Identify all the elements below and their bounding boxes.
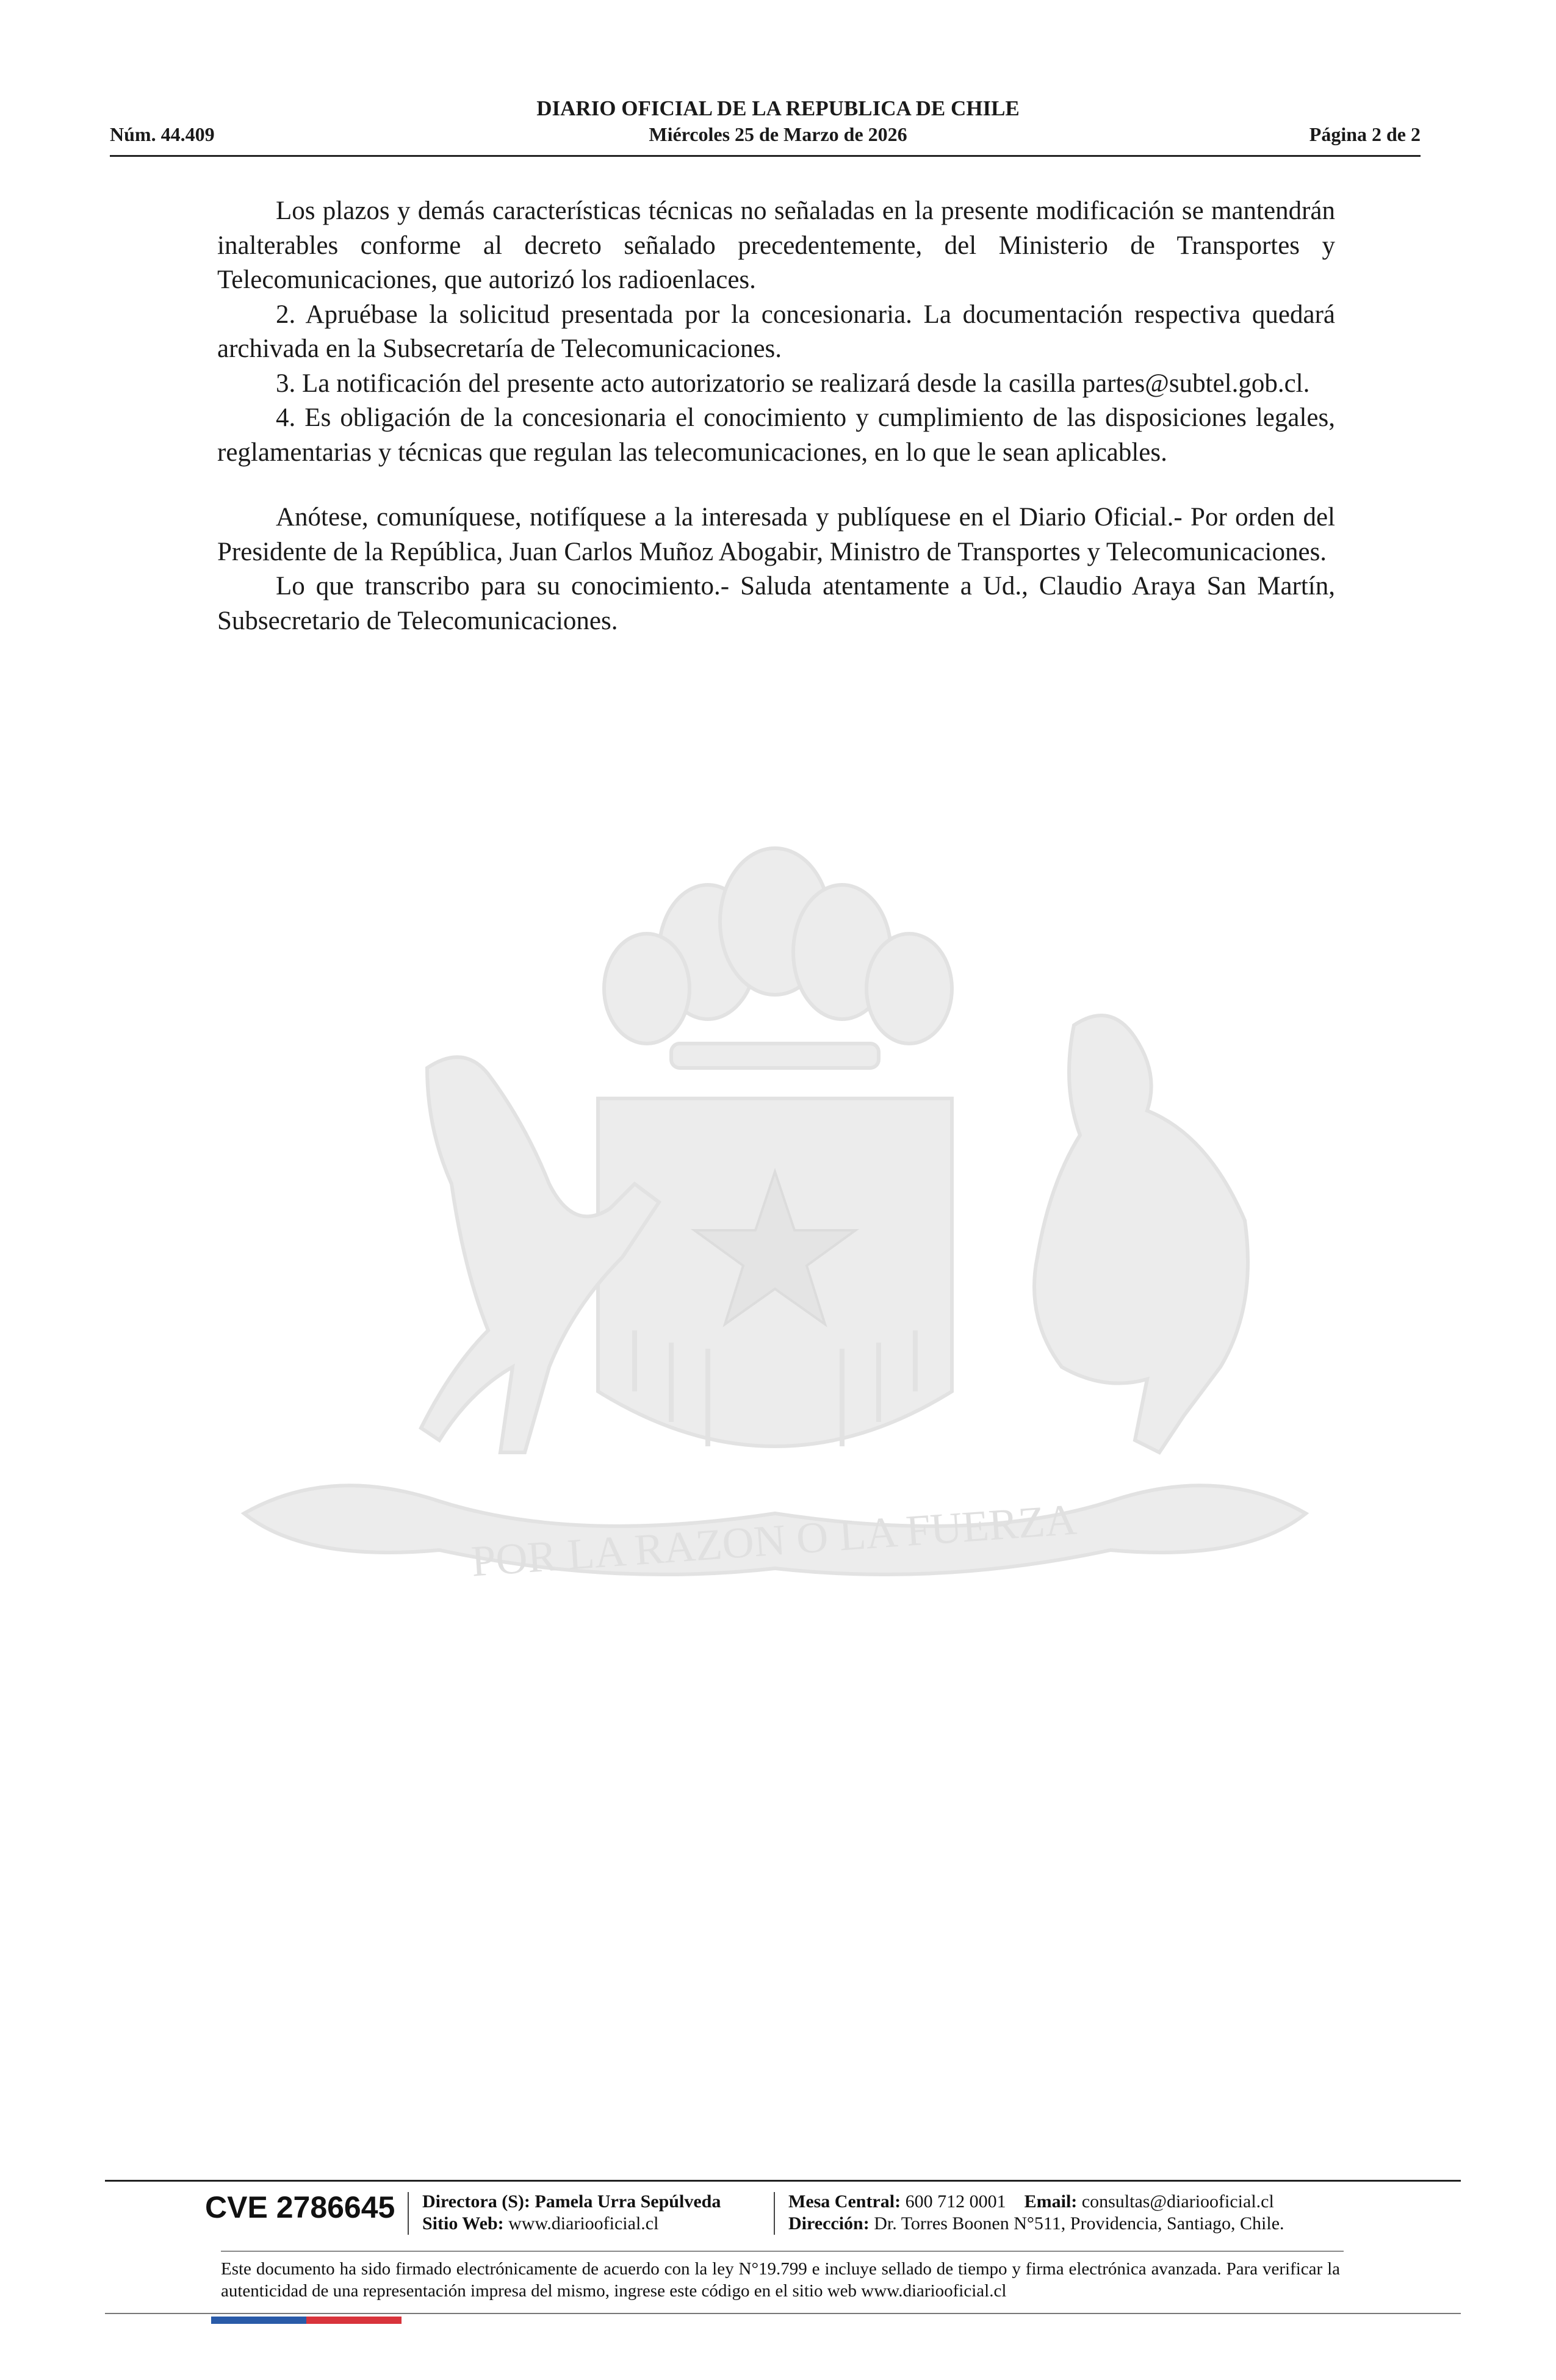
body-paragraph: Los plazos y demás características técnicas no señaladas en la presente modificación se mantendrán inalterables conforme al decreto señalado precedentemente, del Ministerio de Transportes y Telecomunicaciones, que autorizó los radioenlaces. <box>217 197 1335 294</box>
body-paragraph: 2. Apruébase la solicitud presentada por la concesionaria. La documentación respectiva quedará archivada en la Subsecretaría de Telecomunicaciones. <box>217 300 1335 363</box>
cve-code: CVE 2786645 <box>205 2190 395 2224</box>
director-credit: Directora (S): Pamela Urra Sepúlveda <box>422 2191 721 2212</box>
document-body <box>217 194 1335 638</box>
phone-number: 600 712 0001 <box>905 2191 1006 2212</box>
email-address[interactable]: consultas@diariooficial.cl <box>1081 2191 1274 2212</box>
website-link[interactable]: www.diariooficial.cl <box>508 2213 659 2234</box>
footer-divider-middle <box>221 2251 1344 2252</box>
address-label: Dirección: <box>788 2213 870 2234</box>
issue-date: Miércoles 25 de Marzo de 2026 <box>649 123 907 145</box>
issue-number: Núm. 44.409 <box>110 123 215 145</box>
header-divider <box>110 155 1421 157</box>
flag-stripe-red <box>306 2317 402 2324</box>
coat-of-arms-watermark-icon <box>207 842 1342 1666</box>
gazette-title: DIARIO OFICIAL DE LA REPUBLICA DE CHILE <box>536 96 1020 120</box>
body-paragraph: 4. Es obligación de la concesionaria el conocimiento y cumplimiento de las disposiciones legales, reglamentarias y técnicas que regulan las telecomunicaciones, en lo que le sean aplicables. <box>217 403 1335 467</box>
flag-stripe-blue <box>211 2317 306 2324</box>
footer-divider-top <box>105 2180 1461 2182</box>
phone-label: Mesa Central: <box>788 2191 901 2212</box>
email-label: Email: <box>1024 2191 1078 2212</box>
address-value: Dr. Torres Boonen N°511, Providencia, Santiago, Chile. <box>874 2213 1284 2234</box>
body-paragraph: Anótese, comuníquese, notifíquese a la interesada y publíquese en el Diario Oficial.- Por orden del Presidente de la República, Juan Carlos Muñoz Abogabir, Ministro de Transportes y Telecomunicaciones. <box>217 503 1335 566</box>
footer-separator <box>408 2192 409 2235</box>
watermark-motto: POR LA RAZON O LA FUERZA <box>469 1495 1078 1586</box>
footer-editorial-column <box>422 2191 721 2235</box>
website-label: Sitio Web: <box>422 2213 504 2234</box>
body-paragraph: 3. La notificación del presente acto autorizatorio se realizará desde la casilla partes@subtel.gob.cl. <box>276 369 1310 398</box>
page-indicator: Página 2 de 2 <box>1309 123 1421 145</box>
footer-divider-bottom <box>105 2313 1461 2314</box>
footer-separator <box>774 2192 775 2235</box>
signature-notice: Este documento ha sido firmado electrónicamente de acuerdo con la ley N°19.799 e incluye sellado de tiempo y firma electrónica avanzada. Para verificar la autenticidad de una representación impresa del mismo, ingrese este código en el sitio web www.diariooficial.cl <box>221 2259 1340 2301</box>
footer-contact-column <box>788 2191 1284 2235</box>
body-paragraph: Lo que transcribo para su conocimiento.- Saluda atentamente a Ud., Claudio Araya San Martín, Subsecretario de Telecomunicaciones. <box>217 572 1335 635</box>
